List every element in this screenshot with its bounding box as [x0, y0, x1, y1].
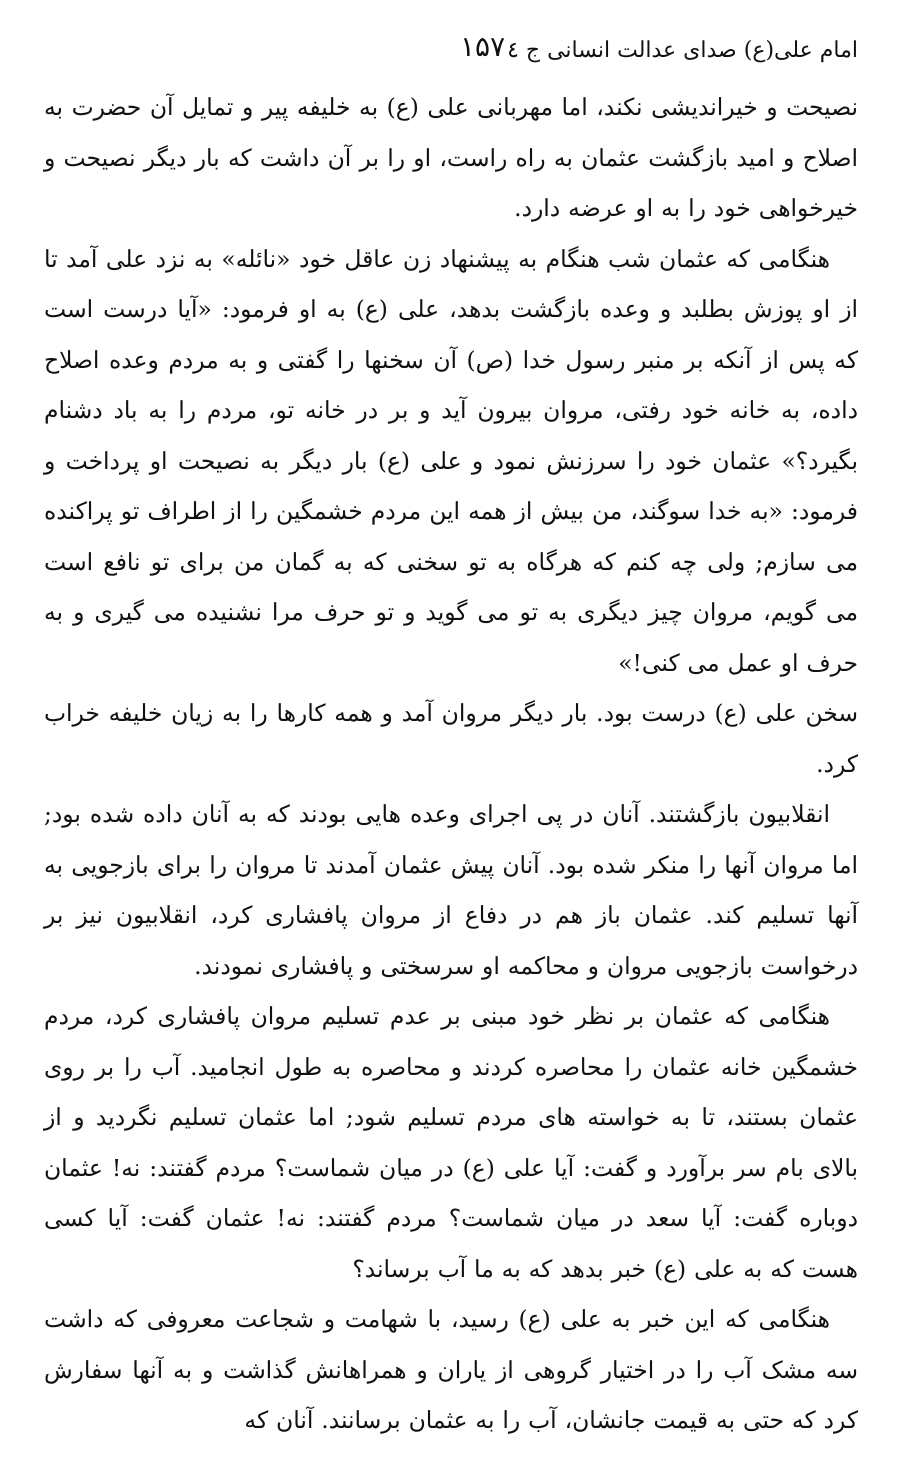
paragraph-2: هنگامی که عثمان شب هنگام به پیشنهاد زن عاقل خود «نائله» به نزد علی آمد تا از او پوزش بطلبد و وعده بازگشت بدهد، علی (ع) به او فرمود: «آیا درست است که پس از آنکه بر منبر رسول خدا (ص) آن سخنها را گفتی و به مردم وعده اصلاح داده، به خانه خود رفتی، مروان بیرون آید و بر در خانه تو، مردم را به باد دشنام بگیرد؟» عثمان خود را سرزنش نمود و علی (ع) بار دیگر به نصیحت او پرداخت و فرمود: «به خدا سوگند، من بیش از همه این مردم خشمگین را از اطراف تو پراکنده می سازم; ولی چه کنم که هرگاه به تو سخنی که به گمان من برای تو نافع است می گویم، مروان چیز دیگری به تو می گوید و تو حرف مرا نشنیده می گیری و به حرف او عمل می کنی!»	[44, 244, 858, 677]
text-body	[44, 82, 858, 1446]
paragraph-1: نصیحت و خیراندیشی نکند، اما مهربانی علی (ع) به خلیفه پیر و تمایل آن حضرت به اصلاح و امید بازگشت عثمان به راه راست، او را بر آن داشت که بار دیگر نصیحت و خیرخواهی خود را به او عرضه دارد.	[44, 93, 858, 222]
paragraph-3: سخن علی (ع) درست بود. بار دیگر مروان آمد و همه کارها را به زیان خلیفه خراب کرد.	[44, 699, 858, 778]
running-header	[40, 30, 858, 70]
header-title: امام علی(ع) صدای عدالت انسانی ج ٤	[507, 38, 858, 63]
paragraph-6: هنگامی که این خبر به علی (ع) رسید، با شهامت و شجاعت معروفی که داشت سه مشک آب را در اختیار گروهی از یاران و همراهانش گذاشت و به آنها سفارش کرد که حتی به قیمت جانشان، آب را به عثمان برسانند. آنان که	[44, 1305, 858, 1434]
paragraph-5: هنگامی که عثمان بر نظر خود مبنی بر عدم تسلیم مروان پافشاری کرد، مردم خشمگین خانه عثمان را محاصره کردند و محاصره به طول انجامید. آب را بر روی عثمان بستند، تا به خواسته های مردم تسلیم شود; اما عثمان تسلیم نگردید و از بالای بام سر برآورد و گفت: آیا علی (ع) در میان شماست؟ مردم گفتند: نه! عثمان دوباره گفت: آیا سعد در میان شماست؟ مردم گفتند: نه! عثمان گفت: آیا کسی هست که به علی (ع) خبر بدهد که به ما آب برساند؟	[44, 1002, 858, 1283]
page-number: ۱۵۷	[460, 30, 506, 63]
paragraph-4: انقلابیون بازگشتند. آنان در پی اجرای وعده هایی بودند که به آنان داده شده بود; اما مروان آنها را منکر شده بود. آنان پیش عثمان آمدند تا مروان را برای بازجویی به آنها تسلیم کند. عثمان باز هم در دفاع از مروان پافشاری کرد، انقلابیون نیز بر درخواست بازجویی مروان و محاکمه او سرسختی و پافشاری نمودند.	[44, 800, 858, 980]
